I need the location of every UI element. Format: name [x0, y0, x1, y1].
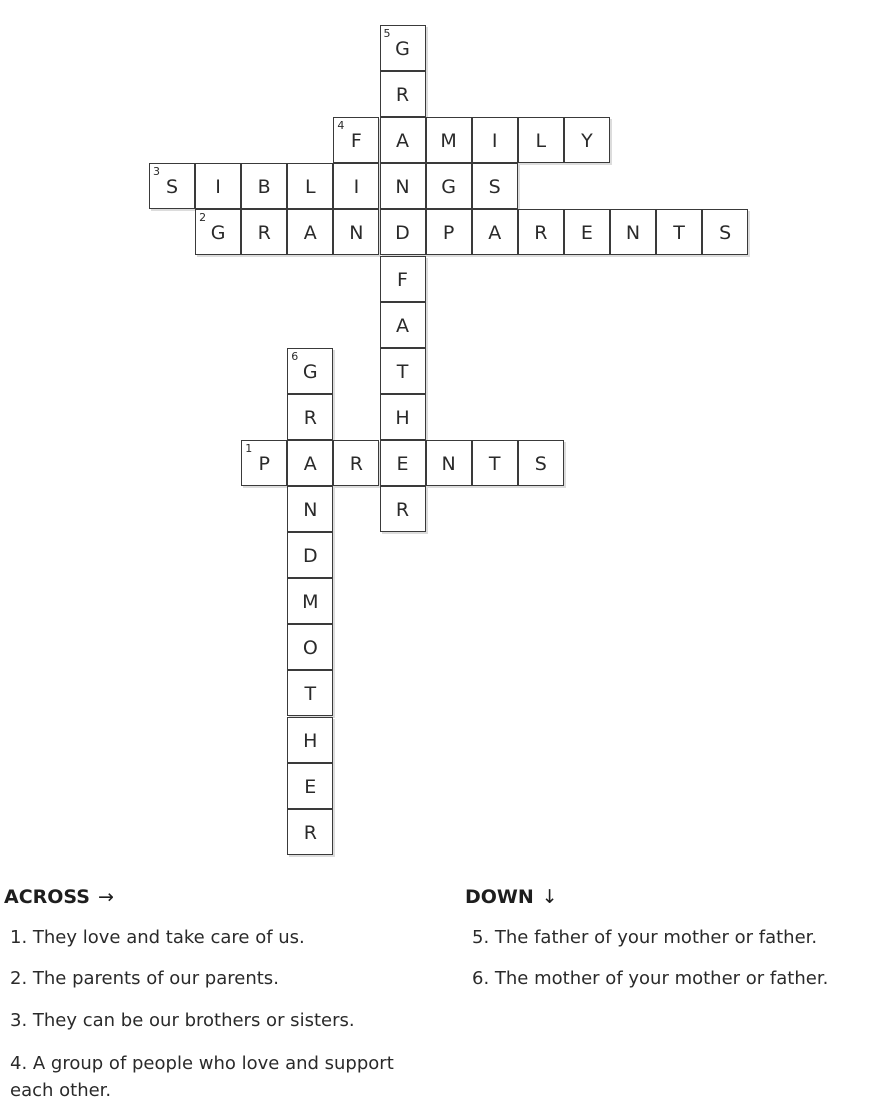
- cell-letter: S: [719, 222, 732, 245]
- cell-letter: H: [395, 406, 410, 429]
- cell-letter: T: [673, 222, 685, 245]
- cell-letter: N: [441, 452, 456, 475]
- grid-cell[interactable]: [241, 440, 287, 486]
- clue-number: 6: [291, 349, 299, 363]
- cell-letter: D: [302, 545, 318, 568]
- grid-cell[interactable]: [287, 624, 333, 670]
- grid-cell[interactable]: [287, 670, 333, 716]
- cell-letter: R: [395, 499, 410, 521]
- grid-cell[interactable]: [149, 163, 195, 209]
- grid-cell[interactable]: [518, 209, 564, 255]
- across-heading: [4, 885, 114, 909]
- cell-letter: L: [305, 176, 316, 199]
- cell-letter: P: [258, 452, 270, 475]
- grid-cell[interactable]: [287, 440, 333, 486]
- grid-cell[interactable]: [426, 117, 472, 163]
- grid-cell[interactable]: [380, 71, 426, 117]
- cell-letter: T: [396, 360, 409, 383]
- grid-cell[interactable]: [241, 163, 287, 209]
- grid-cell[interactable]: [426, 163, 472, 209]
- grid-cell[interactable]: [380, 209, 426, 255]
- grid-cell[interactable]: [333, 440, 379, 486]
- grid-cell[interactable]: [472, 117, 518, 163]
- down-heading-label: DOWN: [465, 886, 534, 908]
- cell-letter: R: [349, 452, 363, 475]
- grid-cell[interactable]: [287, 717, 333, 763]
- cell-letter: T: [304, 683, 317, 706]
- clue-down-5: 5. The father of your mother or father.: [472, 927, 818, 948]
- clue-down-6: 6. The mother of your mother or father.: [472, 968, 829, 989]
- cell-letter: A: [303, 452, 317, 475]
- grid-cell[interactable]: [380, 486, 426, 532]
- cell-letter: L: [535, 130, 547, 153]
- cell-letter: F: [350, 130, 362, 153]
- grid-cell[interactable]: [426, 209, 472, 255]
- cell-letter: Y: [581, 130, 593, 153]
- cell-letter: E: [396, 452, 409, 475]
- cell-letter: E: [580, 222, 593, 245]
- clue-number: 3: [153, 165, 160, 179]
- cell-letter: I: [491, 130, 498, 153]
- grid-cell[interactable]: [287, 209, 333, 255]
- grid-cell[interactable]: [287, 809, 333, 855]
- grid-cell[interactable]: [380, 117, 426, 163]
- cell-letter: E: [304, 775, 317, 798]
- grid-cell[interactable]: [472, 209, 518, 255]
- cell-letter: G: [210, 222, 226, 245]
- grid-cell[interactable]: [287, 486, 333, 532]
- grid-cell[interactable]: [287, 348, 333, 394]
- clue-across-2: 2. The parents of our parents.: [10, 968, 279, 989]
- grid-cell[interactable]: [195, 163, 241, 209]
- down-heading: [465, 885, 558, 909]
- grid-cell[interactable]: [518, 117, 564, 163]
- grid-cell[interactable]: [287, 532, 333, 578]
- grid-cell[interactable]: [380, 256, 426, 302]
- grid-cell[interactable]: [472, 163, 518, 209]
- cell-letter: D: [395, 222, 410, 245]
- cell-letter: I: [215, 176, 221, 199]
- grid-cell[interactable]: [702, 209, 748, 255]
- cell-letter: I: [353, 176, 360, 199]
- cell-letter: N: [303, 499, 318, 521]
- cell-letter: G: [395, 38, 410, 60]
- clue-across-3: 3. They can be our brothers or sisters.: [10, 1010, 355, 1031]
- clue-number: 2: [199, 211, 207, 225]
- cell-letter: N: [395, 176, 410, 199]
- grid-cell[interactable]: [564, 117, 610, 163]
- cell-letter: P: [442, 222, 455, 245]
- grid-cell[interactable]: [287, 163, 333, 209]
- clue-across-1: 1. They love and take care of us.: [10, 927, 305, 948]
- grid-cell[interactable]: [564, 209, 610, 255]
- grid-cell[interactable]: [333, 209, 379, 255]
- grid-cell[interactable]: [287, 578, 333, 624]
- cell-letter: A: [396, 314, 409, 337]
- cell-letter: M: [302, 591, 319, 614]
- clue-number: 5: [383, 27, 391, 40]
- grid-cell[interactable]: [380, 163, 426, 209]
- cell-letter: A: [396, 130, 409, 153]
- grid-cell[interactable]: [380, 348, 426, 394]
- cell-letter: R: [303, 821, 317, 844]
- grid-cell[interactable]: [380, 394, 426, 440]
- cell-letter: S: [534, 452, 547, 475]
- grid-cell[interactable]: [610, 209, 656, 255]
- cell-letter: H: [303, 729, 318, 752]
- grid-cell[interactable]: [333, 117, 379, 163]
- clue-number: 4: [337, 119, 345, 133]
- grid-cell[interactable]: [426, 440, 472, 486]
- cell-letter: G: [441, 176, 456, 199]
- cell-letter: N: [349, 222, 364, 245]
- cell-letter: T: [488, 452, 501, 475]
- grid-cell[interactable]: [333, 163, 379, 209]
- cell-letter: M: [440, 130, 457, 153]
- grid-cell[interactable]: [195, 209, 241, 255]
- cell-letter: B: [257, 176, 271, 199]
- cell-letter: O: [302, 637, 318, 660]
- grid-cell[interactable]: [287, 394, 333, 440]
- cell-letter: R: [257, 222, 271, 245]
- clue-across-4: 4. A group of people who love and support each other.: [10, 1053, 394, 1101]
- cell-letter: A: [303, 222, 317, 245]
- cell-letter: R: [303, 406, 317, 429]
- across-heading-label: ACROSS: [4, 886, 90, 908]
- grid-cell[interactable]: [380, 25, 426, 71]
- grid-cell[interactable]: [518, 440, 564, 486]
- grid-cell[interactable]: [241, 209, 287, 255]
- cell-letter: R: [534, 222, 548, 245]
- right-arrow-icon: →: [97, 886, 114, 908]
- grid-cell[interactable]: [380, 440, 426, 486]
- grid-cell[interactable]: [656, 209, 702, 255]
- cell-letter: R: [395, 84, 410, 107]
- cell-letter: S: [488, 176, 501, 199]
- cell-letter: N: [625, 222, 641, 245]
- clue-number: 1: [245, 441, 253, 455]
- cell-letter: F: [397, 268, 408, 291]
- grid-cell[interactable]: [472, 440, 518, 486]
- cell-letter: A: [488, 222, 502, 245]
- grid-cell[interactable]: [287, 763, 333, 809]
- cell-letter: G: [302, 360, 318, 383]
- cell-letter: S: [165, 176, 179, 199]
- down-arrow-icon: ↓: [541, 886, 558, 908]
- grid-cell[interactable]: [380, 302, 426, 348]
